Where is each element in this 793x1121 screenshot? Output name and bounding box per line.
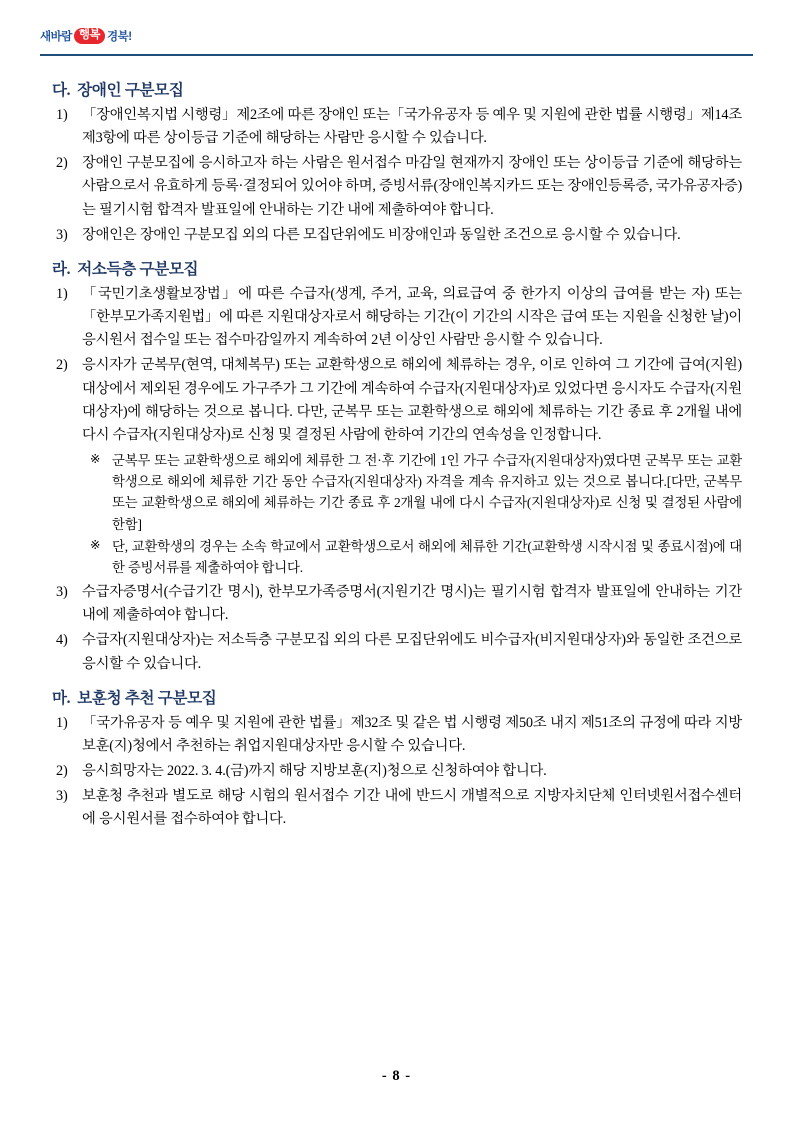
list-item-text: 「국민기초생활보장법」에 따른 수급자(생계, 주거, 교육, 의료급여 중 한가지 이상의 급여를 받는 자) 또는 「한부모가족지원법」에 따른 지원대상자로서 해당하는 기간(이 기간의 시작은 급여 또는 지원을 신청한 날)이 응시원서 접수일 또는 접수마감일까지 계속하여 2년 이상인 사람만 응시할 수 있습니다.: [82, 285, 742, 349]
list-item-number: 1): [56, 107, 68, 123]
list-item: [52, 283, 742, 352]
list-item: [52, 760, 742, 783]
section-ra: [52, 257, 742, 676]
list-item: [52, 354, 742, 578]
note-list: [90, 450, 742, 578]
section-item-list: [52, 104, 742, 247]
list-item: [52, 712, 742, 758]
reference-mark-icon: ※: [90, 452, 101, 467]
list-item-number: 1): [56, 714, 68, 731]
logo-left-text: 새바람: [40, 31, 72, 43]
list-item-number: 2): [56, 155, 68, 172]
section-title-text: 보훈청 추천 구분모집: [77, 689, 217, 707]
note-item-text: 단, 교환학생의 경우는 소속 학교에서 교환학생으로서 해외에 체류한 기간(교환학생 시작시점 및 종료시점)에 대한 증빙서류를 제출하여야 합니다.: [112, 538, 742, 575]
list-item: [52, 629, 742, 675]
note-item-text: 군복무 또는 교환학생으로 해외에 체류한 그 전·후 기간에 1인 가구 수급자(지원대상자)였다면 군복무 또는 교환학생으로 해외에 체류한 기간 동안 수급자(지원대상자) 자격을 계속 유지하고 있는 것으로 봅니다.[다만, 군복무 또는 교환학생으로 해외에 체류하는 기간 종료 후 2개월 내에 다시 수급자(지원대상자)로 신청 및 결정된 사람에 한함]: [112, 453, 742, 532]
section-title-text: 저소득층 구분모집: [77, 260, 199, 278]
section-da: [52, 78, 742, 247]
list-item-number: 4): [56, 632, 68, 649]
list-item-text: 보훈청 추천과 별도로 해당 시험의 원서접수 기간 내에 반드시 개별적으로 지방자치단체 인터넷원서접수센터에 응시원서를 접수하여야 합니다.: [82, 788, 742, 828]
brand-logo: [40, 22, 132, 50]
list-item-text: 장애인 구분모집에 응시하고자 하는 사람은 원서접수 마감일 현재까지 장애인 또는 상이등급 기준에 해당하는 사람으로서 유효하게 등록·결정되어 있어야 하며, 증빙서류(장애인복지카드 또는 장애인등록증, 국가유공자증)는 필기시험 합격자 발표일에 안내하는 기간 내에 제출하여야 합니다.: [82, 155, 742, 218]
list-item-text: 수급자(지원대상자)는 저소득층 구분모집 외의 다른 모집단위에도 비수급자(비지원대상자)와 동일한 조건으로 응시할 수 있습니다.: [82, 632, 742, 672]
section-item-list: [52, 712, 742, 832]
page-header: [40, 22, 753, 62]
logo-badge: 행복: [74, 28, 105, 44]
list-item: [52, 104, 742, 150]
page-number: - 8 -: [381, 1068, 412, 1084]
logo-right-text: 경북!: [107, 31, 132, 43]
list-item-text: 「국가유공자 등 예우 및 지원에 관한 법률」제32조 및 같은 법 시행령 제50조 내지 제51조의 규정에 따라 지방보훈(지)청에서 추천하는 취업지원대상자만 응시할 수 있습니다.: [82, 714, 742, 754]
list-item-number: 1): [56, 285, 68, 302]
note-item: [90, 536, 742, 578]
list-item-text: 응시희망자는 2022. 3. 4.(금)까지 해당 지방보훈(지)청으로 신청하여야 합니다.: [82, 763, 547, 779]
list-item-text: 장애인은 장애인 구분모집 외의 다른 모집단위에도 비장애인과 동일한 조건으로 응시할 수 있습니다.: [82, 226, 681, 243]
section-ma: [52, 686, 742, 832]
list-item-text: 응시자가 군복무(현역, 대체복무) 또는 교환학생으로 해외에 체류하는 경우, 이로 인하여 그 기간에 급여(지원)대상에서 제외된 경우에도 가구주가 그 기간에 계속하여 수급자(지원대상자)로 있었다면 응시자도 수급자(지원대상자)에 해당하는 것으로 봅니다. 다만, 군복무 또는 교환학생으로 해외에 체류하는 기간 종료 후 2개월 내에 다시 수급자(지원대상자)로 신청 및 결정된 사람에 한하여 기간의 연속성을 인정합니다.: [82, 357, 742, 443]
section-heading: [52, 686, 742, 708]
list-item-text: 수급자증명서(수급기간 명시), 한부모가족증명서(지원기간 명시)는 필기시험 합격자 발표일에 안내하는 기간 내에 제출하여야 합니다.: [82, 584, 742, 624]
section-marker: 라.: [52, 260, 71, 278]
list-item: [52, 224, 742, 247]
list-item-number: 3): [56, 226, 68, 243]
reference-mark-icon: ※: [90, 537, 101, 552]
list-item-number: 3): [56, 788, 68, 805]
document-content: [52, 68, 742, 833]
list-item-number: 2): [56, 357, 68, 374]
section-heading: [52, 257, 742, 279]
section-heading: [52, 78, 742, 100]
section-marker: 마.: [52, 689, 71, 707]
note-list-wrapper: [82, 450, 742, 578]
section-marker: 다.: [52, 82, 71, 99]
header-divider: [40, 54, 753, 56]
section-item-list: [52, 283, 742, 676]
list-item: [52, 152, 742, 221]
list-item-number: 3): [56, 584, 68, 601]
list-item: [52, 785, 742, 831]
list-item-text: 「장애인복지법 시행령」제2조에 따른 장애인 또는「국가유공자 등 예우 및 지원에 관한 법률 시행령」제14조제3항에 따른 상이등급 기준에 해당하는 사람만 응시할 수 있습니다.: [82, 107, 742, 147]
list-item-number: 2): [56, 763, 68, 779]
list-item: [52, 581, 742, 627]
section-title-text: 장애인 구분모집: [77, 82, 184, 99]
note-item: [90, 450, 742, 535]
